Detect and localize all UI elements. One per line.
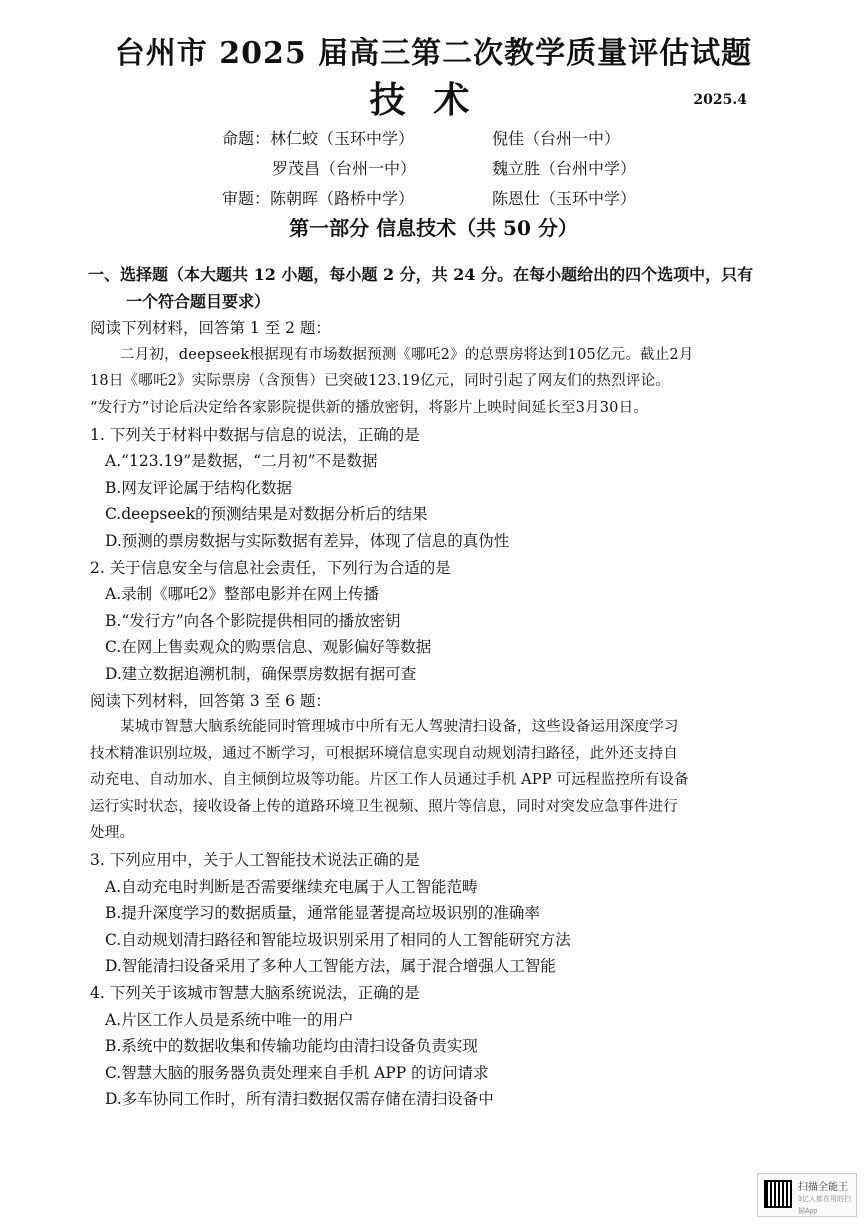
author-right: 倪佳（台州一中） xyxy=(492,129,621,148)
question-stem: 3. 下列应用中，关于人工智能技术说法正确的是 xyxy=(90,851,420,870)
option-c: C.在网上售卖观众的购票信息、观影偏好等数据 xyxy=(105,638,432,657)
author-left: 罗茂昌（台州一中） xyxy=(272,159,417,178)
passage-line: 运行实时状态，接收设备上传的道路环境卫生视频、照片等信息，同时对突发应急事件进行 xyxy=(90,798,678,815)
passage-line: 二月初，deepseek根据现有市场数据预测《哪吒2》的总票房将达到105亿元。截止2月 xyxy=(120,346,694,363)
question-stem: 4. 下列关于该城市智慧大脑系统说法，正确的是 xyxy=(90,984,420,1003)
exam-content xyxy=(90,262,810,1113)
option-a: A.“123.19”是数据，“二月初”不是数据 xyxy=(105,452,378,471)
question-stem: 1. 下列关于材料中数据与信息的说法，正确的是 xyxy=(90,425,420,444)
author-list xyxy=(222,124,742,214)
option-b: B.系统中的数据收集和传输功能均由清扫设备负责实现 xyxy=(105,1037,478,1056)
passage-line: 18日《哪吒2》实际票房（含预售）已突破123.19亿元，同时引起了网友们的热烈评论。 xyxy=(90,373,671,390)
passage-line: 动充电、自动加水、自主倾倒垃圾等功能。片区工作人员通过手机 APP 可远程监控所有设备 xyxy=(90,772,689,789)
passage-line: 处理。 xyxy=(90,825,135,842)
option-b: B.“发行方”向各个影院提供相同的播放密钥 xyxy=(105,611,401,630)
option-a: A.自动充电时判断是否需要继续充电属于人工智能范畴 xyxy=(105,877,478,896)
watermark-text xyxy=(798,1182,856,1218)
reading-intro: 阅读下列材料，回答第 3 至 6 题： xyxy=(90,691,331,710)
passage-line: “发行方”讨论后决定给各家影院提供新的播放密钥，将影片上映时间延长至3月30日。 xyxy=(90,399,648,416)
watermark-subtitle: 3亿人都在用的扫描App xyxy=(798,1196,851,1215)
scanner-watermark xyxy=(757,1173,857,1217)
reading-intro: 阅读下列材料，回答第 1 至 2 题： xyxy=(90,319,331,338)
author-row xyxy=(222,154,742,184)
part-heading: 第一部分 信息技术（共 50 分） xyxy=(289,216,578,240)
option-b: B.提升深度学习的数据质量，通常能显著提高垃圾识别的准确率 xyxy=(105,904,540,923)
passage-line: 技术精准识别垃圾，通过不断学习，可根据环境信息实现自动规划清扫路径，此外还支持自 xyxy=(90,745,678,762)
author-left: 命题：林仁蛟（玉环中学） xyxy=(222,129,415,148)
author-row xyxy=(222,124,742,154)
section-title: 一、选择题（本大题共 12 小题，每小题 2 分，共 24 分。在每小题给出的四个选项中，只有 xyxy=(88,265,754,284)
option-a: A.片区工作人员是系统中唯一的用户 xyxy=(105,1010,354,1029)
option-d: D.多车协同工作时，所有清扫数据仅需存储在清扫设备中 xyxy=(105,1090,494,1109)
option-d: D.建立数据追溯机制，确保票房数据有据可查 xyxy=(105,664,417,683)
author-row xyxy=(222,184,742,214)
subject-title: 技术 xyxy=(369,79,498,121)
option-d: D.智能清扫设备采用了多种人工智能方法，属于混合增强人工智能 xyxy=(105,957,556,976)
option-d: D.预测的票房数据与实际数据有差异，体现了信息的真伪性 xyxy=(105,531,510,550)
qr-code-icon xyxy=(764,1180,792,1208)
section-title-cont: 一个符合题目要求） xyxy=(126,291,271,311)
reviewer-left: 审题：陈朝晖（路桥中学） xyxy=(222,189,415,208)
exam-date: 2025.4 xyxy=(693,92,747,108)
option-a: A.录制《哪吒2》整部电影并在网上传播 xyxy=(105,585,379,604)
question-stem: 2. 关于信息安全与信息社会责任，下列行为合适的是 xyxy=(90,558,451,577)
author-right: 魏立胜（台州中学） xyxy=(492,159,637,178)
option-c: C.deepseek的预测结果是对数据分析后的结果 xyxy=(105,505,428,524)
passage-line: 某城市智慧大脑系统能同时管理城市中所有无人驾驶清扫设备，这些设备运用深度学习 xyxy=(120,719,679,736)
option-c: C.自动规划清扫路径和智能垃圾识别采用了相同的人工智能研究方法 xyxy=(105,930,571,949)
watermark-app-name: 扫描全能王 xyxy=(798,1182,848,1193)
reviewer-right: 陈恩仕（玉环中学） xyxy=(492,189,637,208)
exam-title: 台州市 2025 届高三第二次教学质量评估试题 xyxy=(114,36,753,71)
option-c: C.智慧大脑的服务器负责处理来自手机 APP 的访问请求 xyxy=(105,1063,489,1082)
option-b: B.网友评论属于结构化数据 xyxy=(105,478,292,497)
